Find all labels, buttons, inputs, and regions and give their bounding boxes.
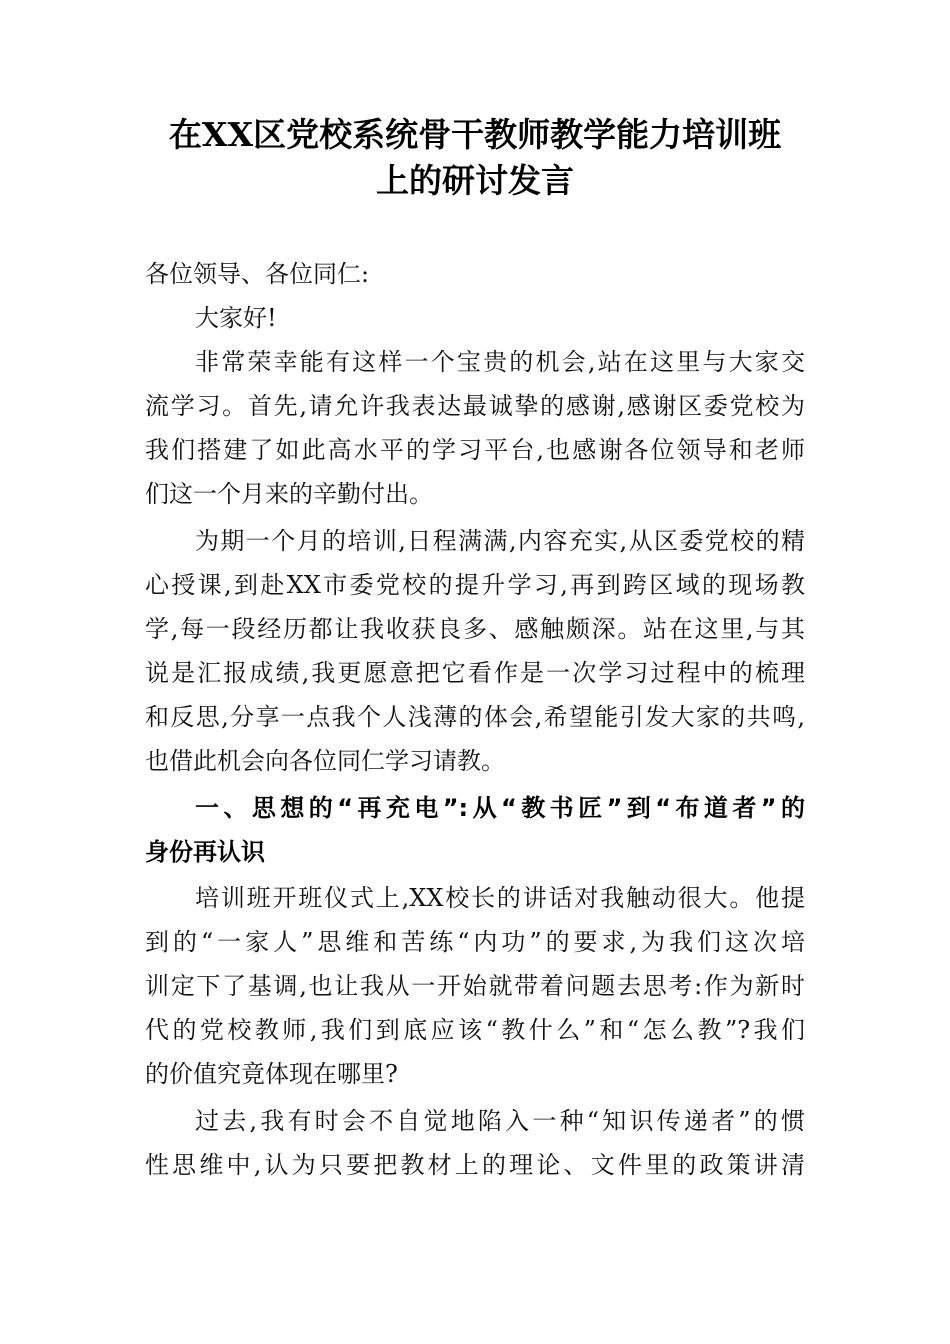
title-line-2: 上的研讨发言 <box>376 161 574 200</box>
paragraph-3-line: 培训班开班仪式上,XX校长的讲话对我触动很大。他提 <box>195 884 805 912</box>
paragraph-2-line: 也借此机会向各位同仁学习请教。 <box>145 747 505 775</box>
paragraph-4-line: 过去,我有时会不自觉地陷入一种“知识传递者”的惯 <box>195 1107 805 1135</box>
salutation: 各位领导、各位同仁: <box>145 260 370 288</box>
paragraph-1-line: 非常荣幸能有这样一个宝贵的机会,站在这里与大家交 <box>195 348 805 376</box>
title-line-1: 在XX区党校系统骨干教师教学能力培训班 <box>168 115 782 154</box>
section-1-heading: 身份再认识 <box>145 838 265 866</box>
document-title <box>130 112 820 204</box>
paragraph-4-line: 性思维中,认为只要把教材上的理论、文件里的政策讲清 <box>145 1151 805 1179</box>
paragraph-3-line: 代的党校教师,我们到底应该“教什么”和“怎么教”?我们 <box>145 1016 805 1044</box>
paragraph-2-line: 说是汇报成绩,我更愿意把它看作是一次学习过程中的梳理 <box>145 659 805 687</box>
paragraph-2-line: 学,每一段经历都让我收获良多、感触颇深。站在这里,与其 <box>145 615 805 643</box>
paragraph-1-line: 我们搭建了如此高水平的学习平台,也感谢各位领导和老师 <box>145 436 805 464</box>
paragraph-3-line: 训定下了基调,也让我从一开始就带着问题去思考:作为新时 <box>145 972 805 1000</box>
section-1-heading: 一、思想的“再充电”:从“教书匠”到“布道者”的 <box>195 794 805 822</box>
paragraph-1-line: 流学习。首先,请允许我表达最诚挚的感谢,感谢区委党校为 <box>145 392 805 420</box>
paragraph-1-line: 们这一个月来的辛勤付出。 <box>145 480 433 508</box>
paragraph-3-line: 的价值究竟体现在哪里? <box>145 1060 398 1088</box>
greeting: 大家好! <box>195 304 277 332</box>
paragraph-2-line: 为期一个月的培训,日程满满,内容充实,从区委党校的精 <box>195 527 805 555</box>
paragraph-3-line: 到的“一家人”思维和苦练“内功”的要求,为我们这次培 <box>145 928 805 956</box>
paragraph-2-line: 和反思,分享一点我个人浅薄的体会,希望能引发大家的共鸣, <box>145 703 805 731</box>
paragraph-2-line: 心授课,到赴XX市委党校的提升学习,再到跨区域的现场教 <box>145 571 805 599</box>
